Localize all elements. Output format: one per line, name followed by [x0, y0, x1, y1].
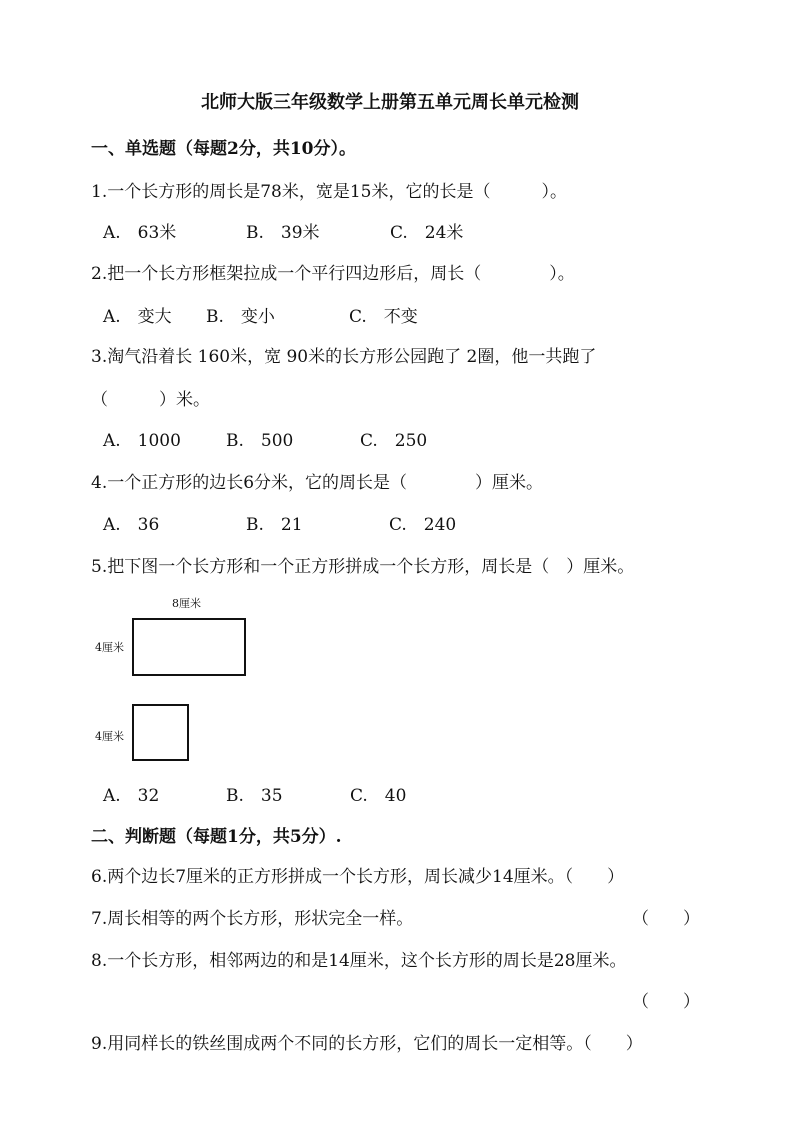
rectangle-top-label: 8厘米: [172, 597, 201, 610]
question-5-option-a[interactable]: A. 32: [103, 786, 160, 806]
question-2-option-b[interactable]: B. 变小: [206, 307, 275, 327]
question-1-option-b[interactable]: B. 39米: [246, 223, 320, 243]
question-3-line-1: 3.淘气沿着长 160米，宽 90米的长方形公园跑了 2圈，他一共跑了: [91, 347, 597, 367]
question-8: 8.一个长方形，相邻两边的和是14厘米，这个长方形的周长是28厘米。: [91, 951, 627, 971]
question-3-option-c[interactable]: C. 250: [360, 431, 428, 451]
rectangle-shape: [132, 618, 246, 676]
question-3-line-2: （ ）米。: [91, 390, 210, 410]
question-1: 1.一个长方形的周长是78米，宽是15米，它的长是（ ）。: [91, 182, 567, 202]
question-5: 5.把下图一个长方形和一个正方形拼成一个长方形，周长是（ ）厘米。: [91, 557, 635, 577]
question-5-option-b[interactable]: B. 35: [226, 786, 283, 806]
question-7: 7.周长相等的两个长方形，形状完全一样。: [91, 909, 414, 929]
section-heading-single-choice: 一、单选题（每题2分，共10分）。: [91, 139, 356, 159]
question-4-option-a[interactable]: A. 36: [103, 515, 160, 535]
question-2: 2.把一个长方形框架拉成一个平行四边形后，周长（ ）。: [91, 264, 575, 284]
question-4: 4.一个正方形的边长6分米，它的周长是（ ）厘米。: [91, 473, 544, 493]
question-3-option-b[interactable]: B. 500: [226, 431, 294, 451]
question-1-option-a[interactable]: A. 63米: [103, 223, 177, 243]
question-9: 9.用同样长的铁丝围成两个不同的长方形，它们的周长一定相等。（ ）: [91, 1034, 643, 1054]
section-heading-true-false: 二、判断题（每题1分，共5分）.: [91, 827, 342, 847]
rectangle-side-label: 4厘米: [95, 641, 124, 654]
question-3-option-a[interactable]: A. 1000: [103, 431, 181, 451]
question-2-option-a[interactable]: A. 变大: [103, 307, 172, 327]
square-shape: [132, 704, 189, 761]
question-7-answer-blank[interactable]: （ ）: [632, 909, 700, 929]
question-8-answer-blank[interactable]: （ ）: [632, 992, 700, 1012]
question-4-option-b[interactable]: B. 21: [246, 515, 303, 535]
page-title: 北师大版三年级数学上册第五单元周长单元检测: [201, 92, 579, 113]
question-6: 6.两个边长7厘米的正方形拼成一个长方形，周长减少14厘米。（ ）: [91, 867, 625, 887]
square-side-label: 4厘米: [95, 730, 124, 743]
question-2-option-c[interactable]: C. 不变: [349, 307, 418, 327]
question-5-option-c[interactable]: C. 40: [350, 786, 407, 806]
question-1-option-c[interactable]: C. 24米: [390, 223, 464, 243]
question-4-option-c[interactable]: C. 240: [389, 515, 457, 535]
